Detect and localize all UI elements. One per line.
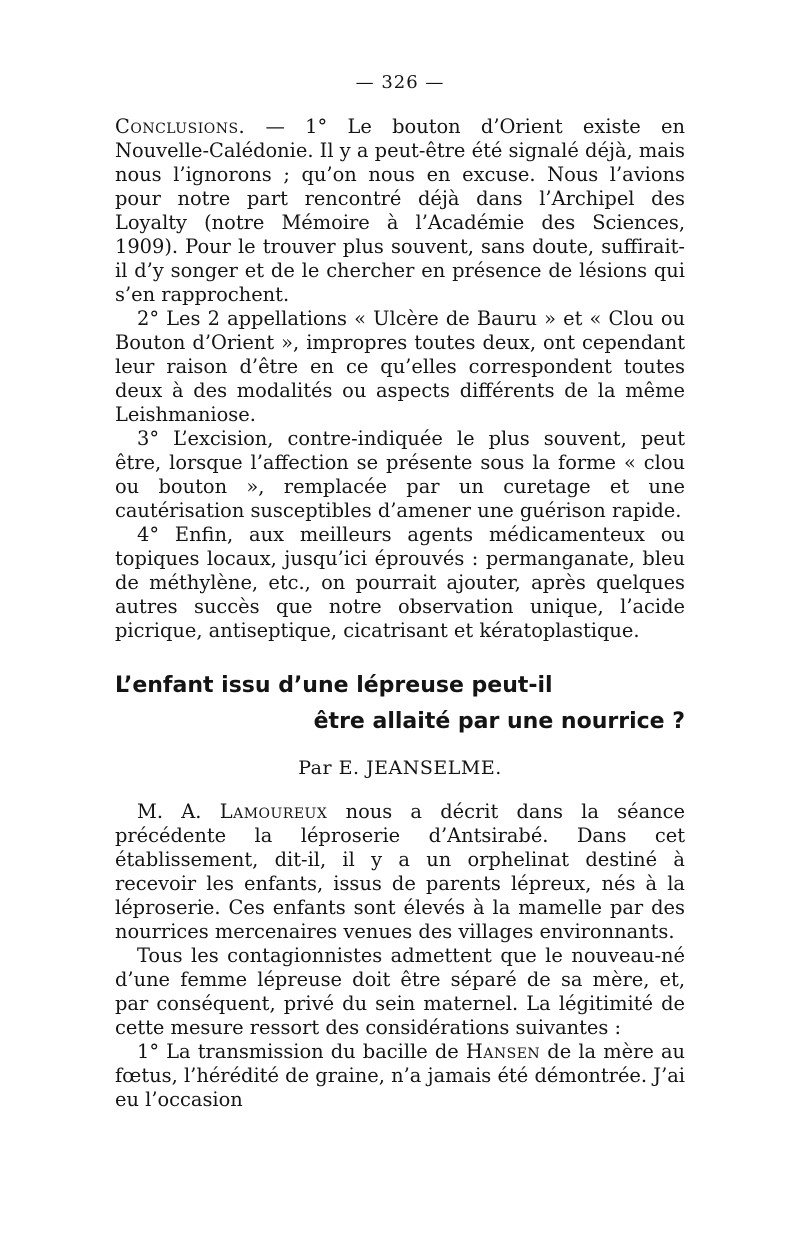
article-byline: Par E. JEANSELME. [298, 757, 502, 779]
name-hansen: Hansen [465, 1040, 541, 1063]
article-p3-prefix: 1° La transmission du bacille de [137, 1040, 466, 1063]
author-name-lamoureux: Lamoureux [219, 800, 328, 823]
conclusions-section [115, 115, 685, 643]
article-p3-text: de la mère au fœtus, l’hérédité de graine, n’a jamais été démontrée. J’ai eu l’occasion [115, 1040, 685, 1111]
article-body [115, 800, 685, 1112]
article-paragraph-1 [115, 800, 685, 944]
conclusions-text-1: — 1° Le bouton d’Orient existe en Nouvelle-Calédonie. Il y a peut-être été signalé déjà, mais nous l’ignorons ; qu’on nous en excuse. Nous l’avions pour notre part rencontré déjà dans l’Archipel des Loyalty (notre Mémoire à l’Académie des Sciences, 1909). Pour le trouver plus souvent, sans doute, suffirait-il d’y songer et de le chercher en présence de lésions qui s’en rapprochent. [115, 115, 685, 306]
article-paragraph-2: Tous les contagionnistes admettent que le nouveau-né d’une femme lépreuse doit être séparé de sa mère, et, par conséquent, privé du sein maternel. La légitimité de cette mesure ressort des considérations suivantes : [115, 944, 685, 1039]
article-p1-prefix: M. A. [137, 800, 220, 823]
conclusions-paragraph-2: 2° Les 2 appellations « Ulcère de Bauru » et « Clou ou Bouton d’Orient », impropres toutes deux, ont cependant leur raison d’être en ce qu’elles correspondent toutes deux à des modalités ou aspects différents de la même Leishmaniose. [115, 307, 685, 426]
article-title-line-1: L’enfant issu d’une lépreuse peut-il [115, 673, 553, 698]
conclusions-heading: Conclusions. [115, 115, 246, 138]
article-paragraph-3 [115, 1040, 685, 1112]
article-title-line-2: être allaité par une nourrice ? [313, 709, 685, 734]
conclusions-paragraph-3: 3° L’excision, contre-indiquée le plus souvent, peut être, lorsque l’affection se présente sous la forme « clou ou bouton », remplacée par un curetage et une cautérisation susceptibles d’amener une guérison rapide. [115, 427, 685, 522]
article-p1-text: nous a décrit dans la séance précédente la léproserie d’Antsirabé. Dans cet établissement, dit-il, il y a un orphelinat destiné à recevoir les enfants, issus de parents lépreux, nés à la léproserie. Ces enfants sont élevés à la mamelle par des nourrices mercenaires venues des villages environnants. [115, 800, 685, 943]
page-number: — 326 — [355, 72, 445, 93]
conclusions-paragraph-1 [115, 115, 685, 307]
conclusions-paragraph-4: 4° Enfin, aux meilleurs agents médicamenteux ou topiques locaux, jusqu’ici éprouvés : permanganate, bleu de méthylène, etc., on pourrait ajouter, après quelques autres succès que notre observation unique, l’acide picrique, antiseptique, cicatrisant et kératoplastique. [115, 523, 685, 642]
article-title [115, 668, 685, 740]
